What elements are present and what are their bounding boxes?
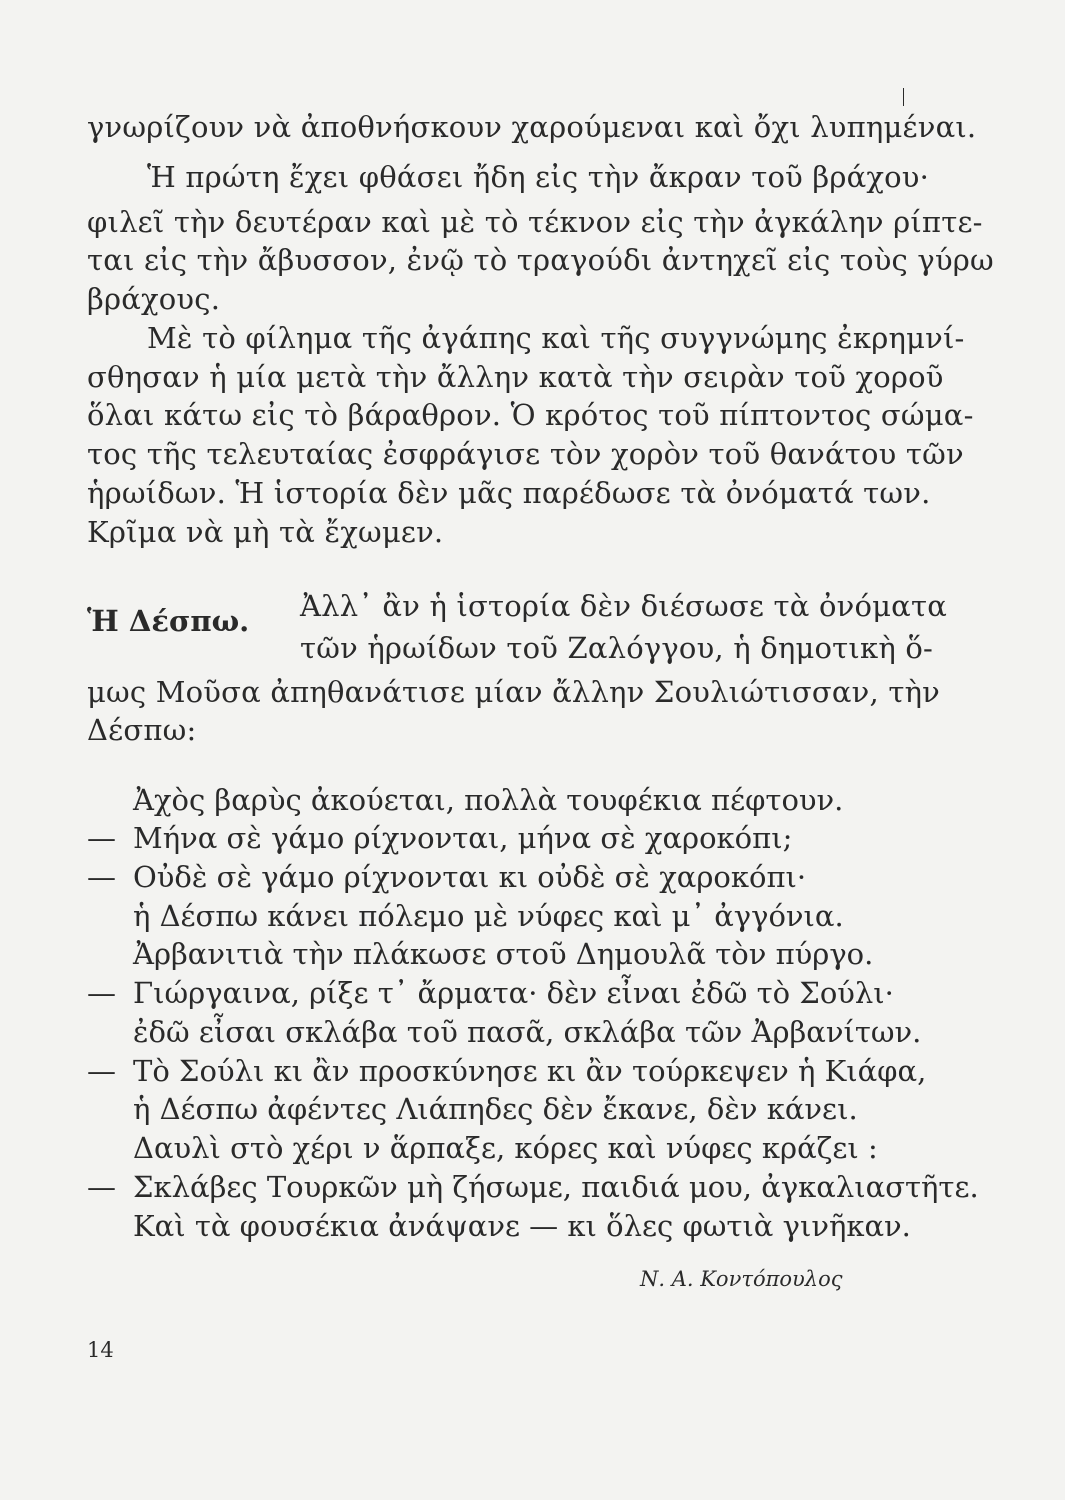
paragraph2-line-3: ὅλαι κάτω εἰς τὸ βάραθρον. Ὁ κρότος τοῦ πίπτοντος σώμα- [87,398,974,432]
poem-dash-2: — [87,821,116,855]
poem-line-1: Ἀχὸς βαρὺς ἀκούεται, πολλὰ τουφέκια πέφτουν. [133,783,844,817]
poem-line-9: ἡ Δέσπω ἀφέντες Λιάπηδες δὲν ἔκανε, δὲν κάνει. [133,1092,858,1126]
paragraph2-line-6: Κρῖμα νὰ μὴ τὰ ἔχωμεν. [87,515,444,549]
poem-dash-11: — [87,1170,116,1204]
paragraph1-line-5: βράχους. [87,282,221,316]
section-line-3: μως Μοῦσα ἀπηθανάτισε μίαν ἄλλην Σουλιώτισσαν, τὴν [87,675,940,709]
paragraph1-line-2: Ἡ πρώτη ἔχει φθάσει ἤδη εἰς τὴν ἄκραν τοῦ βράχου· [147,160,930,194]
paragraph2-line-2: σθησαν ἡ μία μετὰ τὴν ἄλλην κατὰ τὴν σειρὰν τοῦ χοροῦ [87,360,944,394]
poem-line-7: ἐδῶ εἶσαι σκλάβα τοῦ πασᾶ, σκλάβα τῶν Ἀρβανίτων. [133,1015,922,1049]
paragraph2-line-1: Μὲ τὸ φίλημα τῆς ἀγάπης καὶ τῆς συγγνώμης ἐκρημνί- [147,321,965,355]
section-line-2: τῶν ἡρωίδων τοῦ Ζαλόγγου, ἡ δημοτικὴ ὅ- [300,631,933,665]
margin-mark [903,88,904,106]
poem-line-11: Σκλάβες Τουρκῶν μὴ ζήσωμε, παιδιά μου, ἀγκαλιαστῆτε. [133,1170,979,1204]
section-heading: Ἡ Δέσπω. [87,604,250,638]
paragraph1-line-4: ται εἰς τὴν ἄβυσσον, ἐνῷ τὸ τραγούδι ἀντηχεῖ εἰς τοὺς γύρω [87,243,994,277]
paragraph2-line-4: τος τῆς τελευταίας ἐσφράγισε τὸν χορὸν τοῦ θανάτου τῶν [87,437,964,471]
poem-line-2: Μήνα σὲ γάμο ρίχνονται, μήνα σὲ χαροκόπι; [133,821,793,855]
author-signature: Ν. Α. Κοντόπουλος [640,1267,843,1291]
poem-line-4: ἡ Δέσπω κάνει πόλεμο μὲ νύφες καὶ μ᾽ ἀγγόνια. [133,899,844,933]
poem-dash-6: — [87,976,116,1010]
paragraph2-line-5: ἡρωίδων. Ἡ ἱστορία δὲν μᾶς παρέδωσε τὰ ὀνόματά των. [87,476,931,510]
paragraph1-line-1: γνωρίζουν νὰ ἀποθνήσκουν χαρούμεναι καὶ ὄχι λυπημέναι. [87,110,977,144]
poem-line-5: Ἀρβανιτιὰ τὴν πλάκωσε στοῦ Δημουλᾶ τὸν πύργο. [133,937,874,971]
poem-line-12: Καὶ τὰ φουσέκια ἀνάψανε — κι ὅλες φωτιὰ γινῆκαν. [133,1209,911,1243]
poem-line-10: Δαυλὶ στὸ χέρι ν ἅρπαξε, κόρες καὶ νύφες κράζει : [133,1131,878,1165]
poem-dash-3: — [87,860,116,894]
poem-line-8: Τὸ Σούλι κι ἂν προσκύνησε κι ἂν τούρκεψεν ἡ Κιάφα, [133,1054,927,1088]
section-line-4: Δέσπω: [87,713,197,747]
poem-dash-8: — [87,1054,116,1088]
paragraph1-line-3: φιλεῖ τὴν δευτέραν καὶ μὲ τὸ τέκνον εἰς τὴν ἀγκάλην ρίπτε- [87,205,983,239]
page-number: 14 [87,1338,114,1362]
section-line-1: Ἀλλ᾽ ἂν ἡ ἱστορία δὲν διέσωσε τὰ ὀνόματα [300,589,947,623]
poem-line-6: Γιώργαινα, ρίξε τ᾽ ἄρματα· δὲν εἶναι ἐδῶ τὸ Σούλι· [133,976,894,1010]
poem-line-3: Οὐδὲ σὲ γάμο ρίχνονται κι οὐδὲ σὲ χαροκόπι· [133,860,807,894]
